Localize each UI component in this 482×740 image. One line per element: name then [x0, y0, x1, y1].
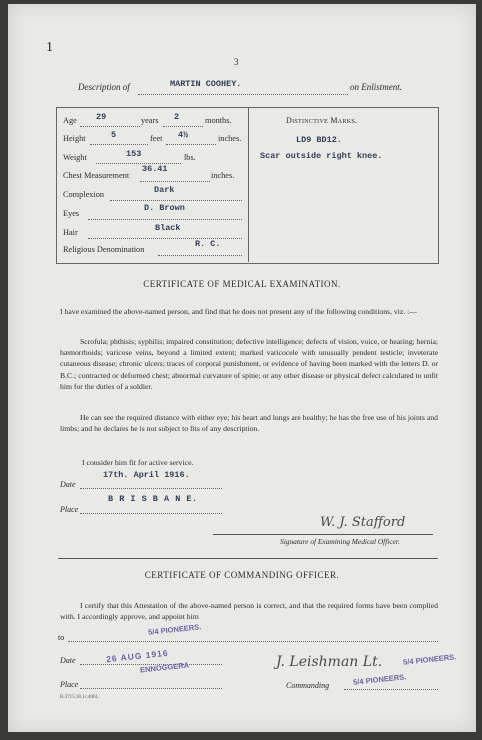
unit-stamp: 5/4 PIONEERS. [147, 622, 202, 637]
medical-place-label: Place [60, 505, 79, 514]
pioneers-stamp-right: 5/4 PIONEERS. [402, 652, 457, 667]
commanding-para: I certify that this Attestation of the above-named person is correct, and that the required forms have been complied with. I accordingly approve, and appoint him [60, 601, 438, 622]
appoint-to-label: to [58, 633, 65, 642]
religion-line [158, 255, 242, 256]
hair-value: Black [155, 223, 181, 233]
complexion-value: Dark [154, 185, 175, 195]
commanding-place-label: Place [60, 680, 79, 689]
place-stamp: ENNOGGERA [139, 660, 190, 675]
commanding-date-label: Date [60, 656, 76, 665]
attestation-page [8, 4, 476, 732]
commanding-stamp: 5/4 PIONEERS. [352, 672, 407, 687]
feet-label: feet [150, 134, 163, 143]
footer-code: B.3715.18.1c.4061. [60, 695, 100, 700]
months-line [163, 126, 203, 127]
religion-label: Religious Denomination [63, 245, 145, 254]
weight-label: Weight [63, 153, 87, 162]
medical-signature-caption: Signature of Examining Medical Officer. [280, 537, 400, 546]
age-label: Age [63, 116, 77, 125]
inches-line [166, 144, 216, 145]
eyes-value: D. Brown [144, 203, 185, 213]
medical-place-line [80, 513, 222, 514]
chest-label: Chest Measurement [63, 171, 130, 180]
distinctive-marks-heading: Distinctive Marks. [286, 116, 358, 125]
feet-line [90, 144, 148, 145]
chest-value: 36.41 [142, 164, 168, 174]
medical-date-value: 17th. April 1916. [103, 470, 190, 480]
medical-para-2: Scrofula; phthisis; syphilis; impaired constitution; defective intelligence; defects of vision, voice, or hearing; hernia; hæmorrhoids; varicose veins, beyond a limited extent; marked varicocele with unusually pendent testicle; inveterate cutaneous disease; chronic ulcers; traces of corporal punishment, or evidence of having been marked with the letters D. or B.C.; contracted or deformed chest; abnormal curvature of spine; or any other disease or physical defect calculated to unfit him for the duties of a soldier. [60, 337, 438, 391]
medical-heading: CERTIFICATE OF MEDICAL EXAMINATION. [143, 279, 341, 289]
commanding-label: Commanding [286, 681, 330, 690]
months-label: months. [205, 116, 232, 125]
medical-para-1: I have examined the above-named person, and find that he does not present any of the following conditions, viz. :— [60, 307, 417, 316]
complexion-line [110, 200, 242, 201]
fit-statement: I consider him fit for active service. [82, 458, 194, 467]
description-prefix: Description of [78, 82, 130, 92]
appoint-to-line [68, 641, 438, 642]
eyes-line [88, 219, 242, 220]
years-label: years [141, 116, 159, 125]
eyes-label: Eyes [63, 209, 80, 218]
medical-signature-line [213, 534, 433, 535]
inches-label: inches. [218, 134, 242, 143]
chest-line [140, 181, 210, 182]
height-inches-value: 4½ [178, 130, 189, 140]
height-feet-value: 5 [111, 130, 117, 140]
description-line [138, 94, 348, 95]
description-suffix: on Enlistment. [350, 82, 402, 92]
particulars-divider [248, 107, 249, 262]
weight-line [96, 163, 181, 164]
section-divider [58, 558, 438, 559]
medical-para-3: He can see the required distance with either eye; his heart and lungs are healthy; he has the free use of his joints and limbs; and he declares he is not subject to fits of any description. [60, 413, 438, 434]
distinctive-marks-line2: Scar outside right knee. [260, 151, 383, 161]
date-stamp: 26 AUG 1916 [105, 647, 170, 665]
hair-label: Hair [63, 228, 78, 237]
medical-date-line [80, 488, 222, 489]
age-line [80, 126, 140, 127]
medical-date-label: Date [60, 480, 76, 489]
recruit-name: MARTIN COOHEY. [170, 79, 242, 89]
age-years-value: 29 [96, 112, 107, 122]
religion-value: R. C. [195, 239, 221, 249]
medical-officer-signature: W. J. Stafford [320, 515, 406, 530]
commanding-place-line [80, 688, 222, 689]
commanding-officer-signature: J. Leishman Lt. [276, 654, 383, 670]
commanding-line [344, 689, 438, 690]
height-label: Height [63, 134, 86, 143]
lbs-label: lbs. [184, 153, 196, 162]
corner-mark: 1 [46, 40, 53, 55]
distinctive-marks-line1: LD9 BD12. [296, 135, 342, 145]
page-number: 3 [234, 57, 239, 67]
chest-unit: inches. [211, 171, 235, 180]
medical-place-value: B R I S B A N E. [108, 494, 198, 504]
weight-value: 153 [126, 149, 142, 159]
age-months-value: 2 [174, 112, 180, 122]
commanding-heading: CERTIFICATE OF COMMANDING OFFICER. [144, 570, 340, 580]
complexion-label: Complexion [63, 190, 105, 199]
